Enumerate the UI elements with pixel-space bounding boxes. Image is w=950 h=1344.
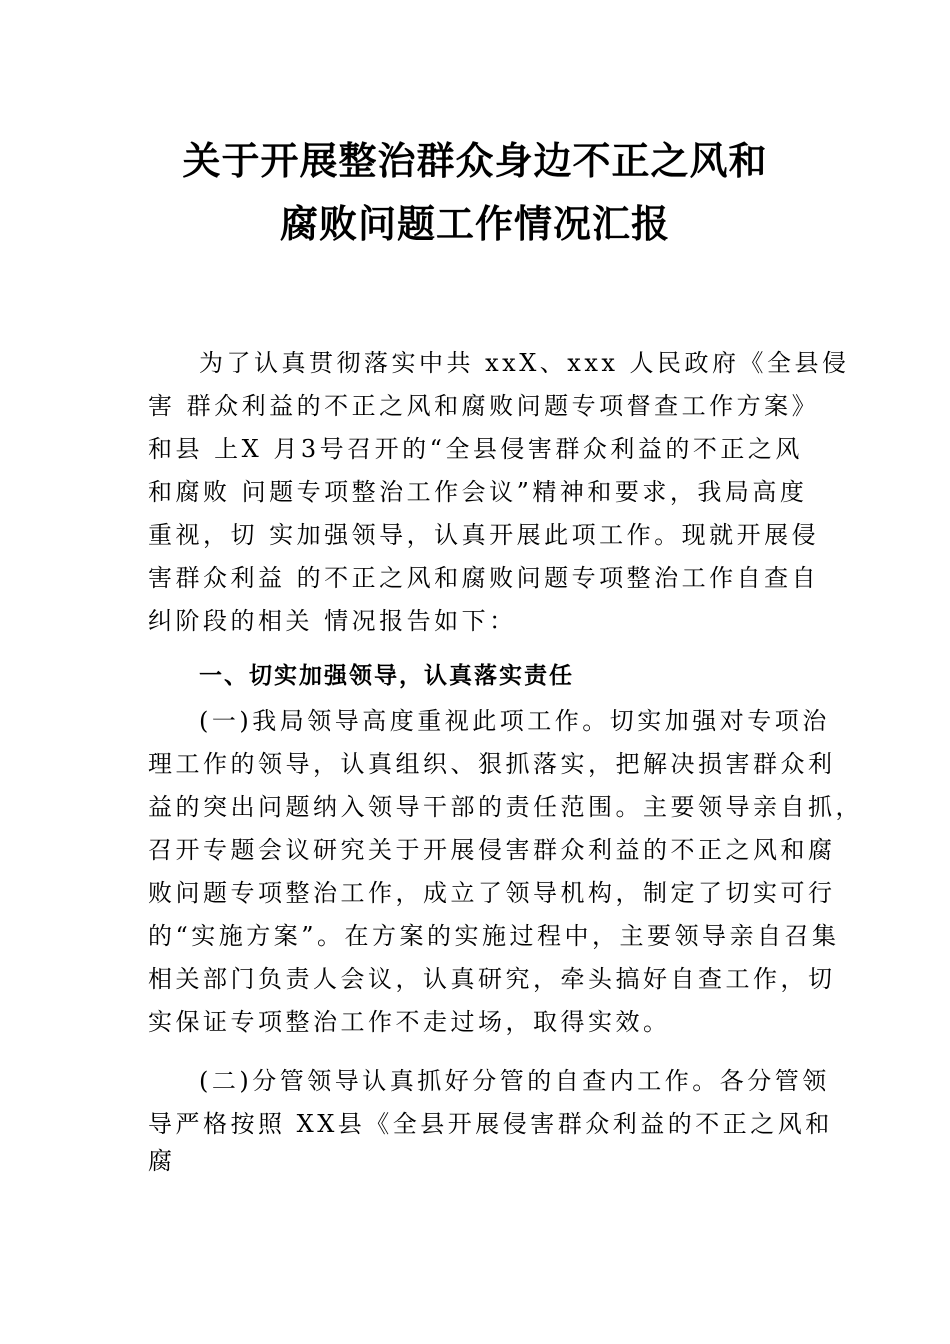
- document-title-line-2: 腐败问题工作情况汇报: [279, 202, 670, 246]
- intro-line: 害 群众利益的不正之风和腐败问题专项督查工作方案》: [148, 392, 820, 420]
- paragraph-line: 实保证专项整治工作不走过场，取得实效。: [148, 1008, 671, 1036]
- intro-line: 重视，切 实加强领导，认真开展此项工作。现就开展侵: [148, 521, 820, 549]
- paragraph-line: 召开专题会议研究关于开展侵害群众利益的不正之风和腐: [148, 836, 836, 864]
- intro-line: 害群众利益 的不正之风和腐败问题专项整治工作自查自: [148, 564, 820, 592]
- paragraph-line: (一)我局领导高度重视此项工作。切实加强对专项治: [199, 707, 830, 735]
- paragraph-line: 的“实施方案”。在方案的实施过程中，主要领导亲自召集: [148, 922, 840, 950]
- paragraph-line: 导严格按照 XX县《全县开展侵害群众利益的不正之风和: [148, 1110, 833, 1138]
- paragraph-line: 理工作的领导，认真组织、狠抓落实，把解决损害群众利: [148, 750, 836, 778]
- intro-line: 为了认真贯彻落实中共 xxX、xxx 人民政府《全县侵: [199, 349, 850, 377]
- paragraph-line: 益的突出问题纳入领导干部的责任范围。主要领导亲自抓，: [148, 793, 863, 821]
- intro-line: 和腐败 问题专项整治工作会议”精神和要求，我局高度: [148, 478, 808, 506]
- section-heading: 一、切实加强领导，认真落实责任: [199, 663, 574, 689]
- paragraph-line: 败问题专项整治工作，成立了领导机构，制定了切实可行: [148, 879, 836, 907]
- intro-line: 和县 上X 月3号召开的“全县侵害群众利益的不正之风: [148, 435, 803, 463]
- paragraph-line: 相关部门负责人会议，认真研究，牵头搞好自查工作，切: [148, 965, 836, 993]
- document-title-line-1: 关于开展整治群众身边不正之风和: [182, 139, 768, 183]
- paragraph-line: 腐: [148, 1147, 176, 1175]
- paragraph-line: (二)分管领导认真抓好分管的自查内工作。各分管领: [199, 1067, 830, 1095]
- intro-line: 纠阶段的相关 情况报告如下：: [148, 607, 517, 635]
